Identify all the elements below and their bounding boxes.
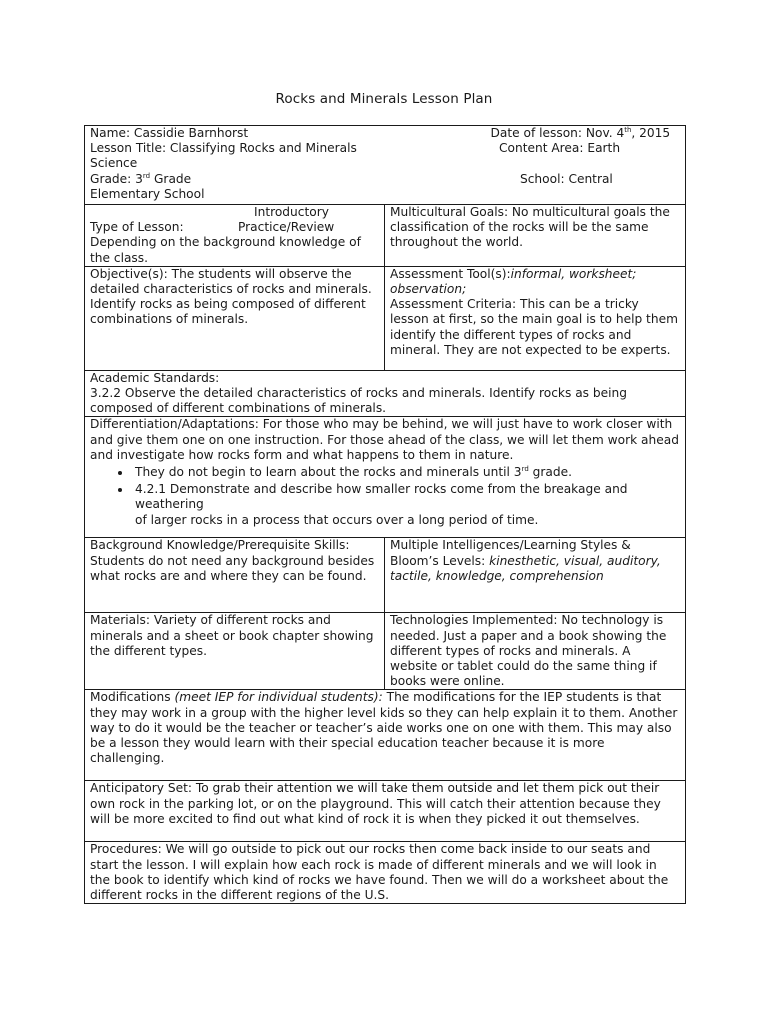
differentiation-bullets	[90, 465, 680, 513]
modifications-row	[85, 690, 686, 781]
lesson-date: Date of lesson: Nov. 4th, 2015	[490, 126, 671, 140]
technologies-cell	[385, 613, 686, 690]
materials-text: Materials: Variety of different rocks and minerals and a sheet or book chapter showing the different types.	[90, 613, 374, 658]
content-area: Content Area: Earth	[499, 141, 621, 156]
assessment-criteria: Assessment Criteria: This can be a tricky lesson at first, so the main goal is to help them identify the different types of rocks and mineral. They are not expected to be experts.	[390, 297, 678, 357]
objectives-row	[85, 266, 686, 370]
lesson-plan-table	[84, 125, 686, 904]
grade-school-line	[90, 172, 680, 187]
introductory-label: Introductory	[254, 205, 329, 219]
lesson-title: Lesson Title: Classifying Rocks and Minerals	[90, 141, 357, 156]
teacher-name: Name: Cassidie Barnhorst	[90, 126, 249, 140]
assessment-tools: Assessment Tool(s):informal, worksheet; observation;	[390, 266, 637, 297]
differentiation-text: Differentiation/Adaptations: For those who may be behind, we will just have to work closer with and give them one on one instruction. For those ahead of the class, we will let them work ahead and investigate how rocks form and what happens to them in nature.	[90, 417, 679, 462]
practice-review-label: Practice/Review	[238, 220, 335, 235]
anticipatory-row	[85, 781, 686, 842]
anticipatory-cell	[85, 781, 686, 842]
anticipatory-text: Anticipatory Set: To grab their attention we will take them outside and let them pick out their own rock in the parking lot, or on the playground. This will catch their attention because they will be more excited to find out what kind of rock it is when they picked it out themselves.	[90, 781, 661, 826]
intelligences-text: Multiple Intelligences/Learning Styles & Bloom’s Levels: kinesthetic, visual, auditory, tactile, knowledge, comprehension	[390, 538, 661, 583]
materials-cell	[85, 613, 385, 690]
grade-level: Grade: 3rd Grade	[90, 171, 192, 186]
lesson-type-cell	[85, 205, 385, 267]
modifications-text: Modifications (meet IEP for individual students): The modifications for the IEP students is that they may work in a group with the higher level kids so they can help explain it to them. Another way to do it would be the teacher or teacher’s aide works one on one with them. This may also be a lesson they would learn with their special education teacher because it is more challenging.	[90, 690, 678, 766]
standards-heading: Academic Standards:	[90, 370, 220, 385]
background-text: Background Knowledge/Prerequisite Skills: Students do not need any background besides what rocks are and where they can be found.	[90, 538, 375, 583]
name-date-line	[90, 126, 680, 141]
differentiation-bullet-1: They do not begin to learn about the rocks and minerals until 3rd grade.	[135, 465, 680, 480]
assessment-cell	[385, 266, 686, 370]
differentiation-bullet-2: 4.2.1 Demonstrate and describe how smaller rocks come from the breakage and weathering	[135, 482, 680, 512]
standards-row	[85, 370, 686, 417]
modifications-cell	[85, 690, 686, 781]
objectives-cell	[85, 266, 385, 370]
school-label: School: Central	[520, 171, 613, 186]
lesson-type-note-2: the class.	[90, 250, 149, 265]
technologies-text: Technologies Implemented: No technology is needed. Just a paper and a book showing the different types of rocks and minerals. A website or tablet could do the same thing if books were online.	[390, 613, 667, 689]
standards-cell	[85, 370, 686, 417]
background-row	[85, 538, 686, 613]
header-cell	[85, 126, 686, 205]
background-cell	[85, 538, 385, 613]
multicultural-goals-cell	[385, 205, 686, 267]
header-row	[85, 126, 686, 205]
differentiation-cell	[85, 417, 686, 538]
procedures-text: Procedures: We will go outside to pick out our rocks then come back inside to our seats and start the lesson. I will explain how each rock is made of different minerals and we will look in the book to identify which kind of rocks we have found. Then we will do a worksheet about the different rocks in the different regions of the U.S.	[90, 842, 669, 903]
differentiation-row	[85, 417, 686, 538]
procedures-row	[85, 842, 686, 904]
multicultural-goals-text: Multicultural Goals: No multicultural goals the classification of the rocks will be the same throughout the world.	[390, 205, 670, 250]
lesson-type-note-1: Depending on the background knowledge of	[90, 235, 361, 250]
lesson-title-line	[90, 141, 680, 156]
document-title: Rocks and Minerals Lesson Plan	[275, 91, 493, 107]
type-of-lesson-line	[90, 220, 379, 235]
lesson-type-row	[85, 205, 686, 267]
type-of-lesson-label: Type of Lesson:	[90, 220, 184, 235]
intelligences-cell	[385, 538, 686, 613]
differentiation-bullet-2-continued: of larger rocks in a process that occurs over a long period of time.	[135, 512, 539, 527]
standards-text: 3.2.2 Observe the detailed characteristics of rocks and minerals. Identify rocks as being composed of different combinations of minerals.	[90, 386, 627, 416]
objectives-text: Objective(s): The students will observe the detailed characteristics of rocks and minerals. Identify rocks as being composed of different combinations of minerals.	[90, 266, 372, 327]
procedures-cell	[85, 842, 686, 904]
materials-row	[85, 613, 686, 690]
school-continued: Elementary School	[90, 186, 205, 201]
science-line: Science	[90, 156, 138, 171]
